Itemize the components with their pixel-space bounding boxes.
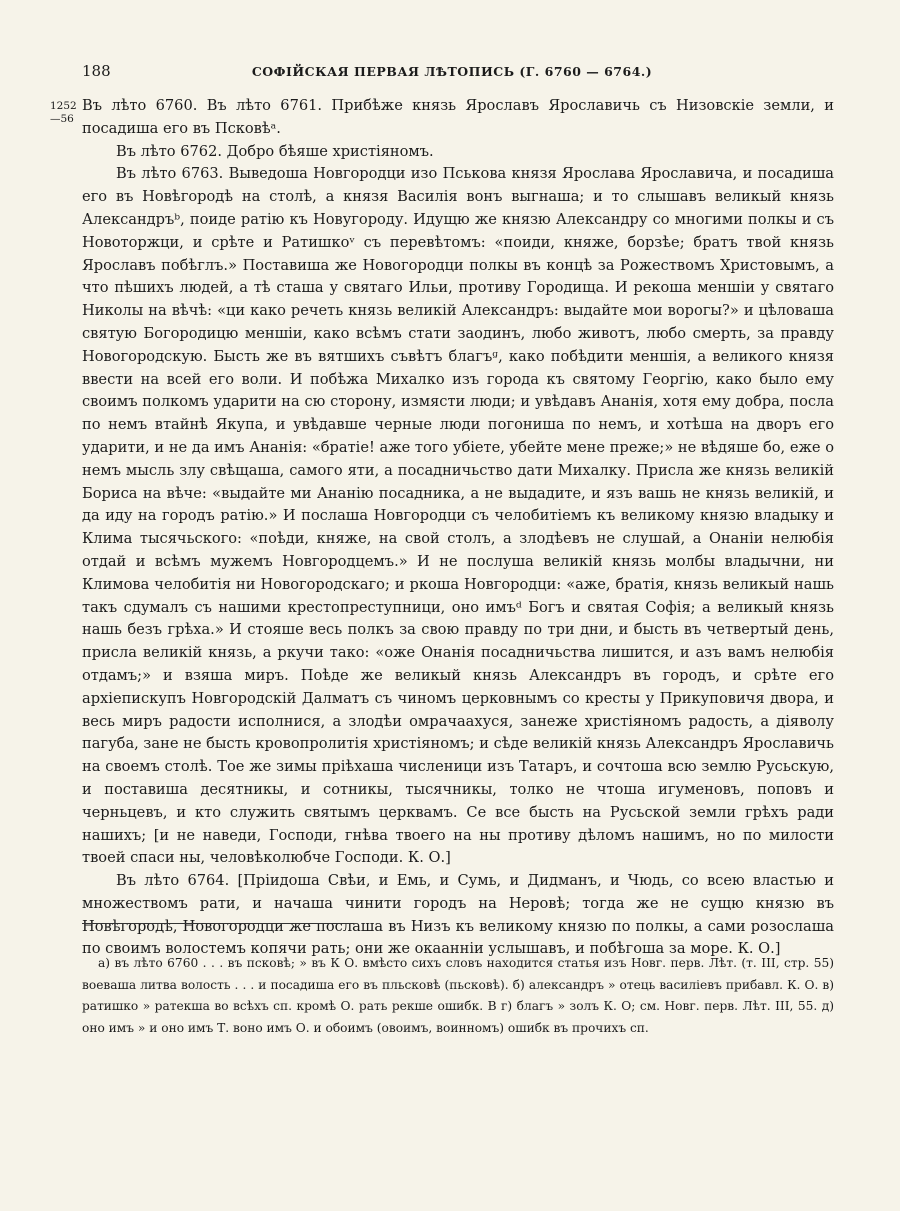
page-number: 188 bbox=[82, 62, 111, 80]
paragraph-6763: Въ лѣто 6763. Выведоша Новгородци изо Пськова князя Ярослава Ярославича, и посадиша его въ Новѣгородѣ на столѣ, а князя Василія вонъ выгнаша; и то слышавъ великый князь Александръᵇ, поиде ратію къ Новугороду. Идущю же князю Александру со многими полкы и съ Новоторжци, и срѣте и Ратишкоᵛ съ перевѣтомъ: «поиди, княже, борзѣе; братъ твой князь Ярославъ побѣглъ.» Поставиша же Новогородци полкы въ концѣ за Рожествомъ Христовымъ, а что пѣшихъ людей, а тѣ сташа у святаго Ильи, противу Городища. И рекоша меншіи у святаго Николы на вѣчѣ: «ци како речеть князь великій Александръ: выдайте мои ворогы?» и цѣловаша святую Богородицю меншіи, како всѣмъ стати заодинъ, любо животъ, любо смерть, за правду Новогородскую. Бысть же въ вятшихъ съвѣтъ благъᶢ, како побѣдити меншія, а великого князя ввести на всей его воли. И побѣжа Михалко изъ города къ святому Георгію, како было ему своимъ полкомъ ударити на сю сторону, измясти люди; и увѣдавъ Ананія, хотя ему добра, посла по немъ втайнѣ Якупа, и увѣдавше черные люди погониша по немъ, и хотѣша на дворъ его ударити, и не да имъ Ананія: «братіе! аже того убіете, убейте мене преже;» не вѣдяше бо, еже о немъ мысль злу свѣщаша, самого яти, а посадничьство дати Михалку. Присла же князь великій Бориса на вѣче: «выдайте ми Ананію посадника, а не выдадите, и язъ вашь не князь великій, и да иду на городъ ратію.» И послаша Новгородци съ челобитіемъ къ великому князю владыку и Клима тысячьского: «поѣди, княже, на свой столъ, а злодѣевъ не слушай, а Онаніи нелюбія отдай и всѣмъ мужемъ Новгородцемъ.» И не послуша великій князь молбы владычни, ни Климова челобитія ни Новогородскаго; и ркоша Новгородци: «аже, братія, князь великый нашь такъ сдумалъ съ нашими крестопреступници, оно имъᵈ Богъ и святая Софія; а великый князь нашь безъ грѣха.» И стояше весь полкъ за свою правду по три дни, и бысть въ четвертый день, присла великій князь, а ркучи тако: «оже Онанія посадничьства лишится, и азъ вамъ нелюбія отдамъ;» и взяша миръ. Поѣде же великый князь Александръ въ городъ, и срѣте его архіепискупъ Новгородскій Далматъ съ чиномъ церковнымъ со кресты у Прикуповичя двора, и весь миръ радости исполнися, а злодѣи омрачаахуся, занеже христіяномъ радость, а діяволу пагуба, зане не бысть кровопролитія христіяномъ; и сѣде великій князь Александръ Ярославичь на своемъ столѣ. Тое же зимы пріѣхаша численици изъ Татаръ, и сочтоша всю землю Русьскую, и поставиша десятникы, и сотникы, тысячникы, толко не чтоша игуменовъ, поповъ и черньцевъ, и кто служить святымъ церквамъ. Се все бысть на Русьской земли грѣхъ ради нашихъ; [и не наведи, Господи, гнѣва твоего на ны противу дѣломъ нашимъ, но по милости твоей спаси ны, человѣколюбче Господи. К. О.] bbox=[82, 165, 834, 867]
footnotes bbox=[82, 953, 834, 1039]
margin-note-text: 1252 —56 bbox=[50, 100, 77, 125]
footnote-text: а) въ лѣто 6760 . . . въ псковѣ; » въ К О. вмѣсто сихъ словъ находится статья изъ Новг. перв. Лѣт. (т. III, стр. 55) воеваша литва волость . . . и посадиша его въ пльсковѣ (пьсковѣ). б) александръ » отець василіевъ прибавл. К. О. в) ратишко » ратекша во всѣхъ сп. кромѣ О. рать рекше ошибк. В г) благъ » золъ К. О; см. Новг. перв. Лѣт. III, 55. д) оно имъ » и оно имъ Т. воно имъ О. и обоимъ (овоимъ, воинномъ) ошибк въ прочихъ сп. bbox=[82, 956, 834, 1035]
footnote-divider bbox=[82, 923, 354, 924]
margin-year-note bbox=[50, 100, 77, 126]
paragraph-6760-6761: Въ лѣто 6760. Въ лѣто 6761. Прибѣже князь Ярославъ Ярославичь съ Низовскіе земли, и посадиша его въ Псковѣᵃ. bbox=[82, 97, 834, 137]
paragraph-6762: Въ лѣто 6762. Добро бѣяше христіяномъ. bbox=[116, 142, 434, 160]
paragraph-6764: Въ лѣто 6764. [Пріидоша Свѣи, и Емь, и Сумь, и Дидманъ, и Чюдь, со всею властью и множествомъ рати, и начаша чинити городъ на Неровѣ; тогда же не сущю князю въ Новѣгородѣ, Новогородци же послаша въ Низъ къ великому князю по полкы, а сами розослаша по своимъ волостемъ копячи рать; они же окаанніи услышавъ, и побѣгоша за море. К. О.] bbox=[82, 872, 834, 958]
running-title: СОФІЙСКАЯ ПЕРВАЯ ЛѢТОПИСЬ (Г. 6760 — 6764.) bbox=[251, 64, 653, 79]
main-text bbox=[82, 95, 834, 961]
page-header bbox=[82, 62, 822, 86]
